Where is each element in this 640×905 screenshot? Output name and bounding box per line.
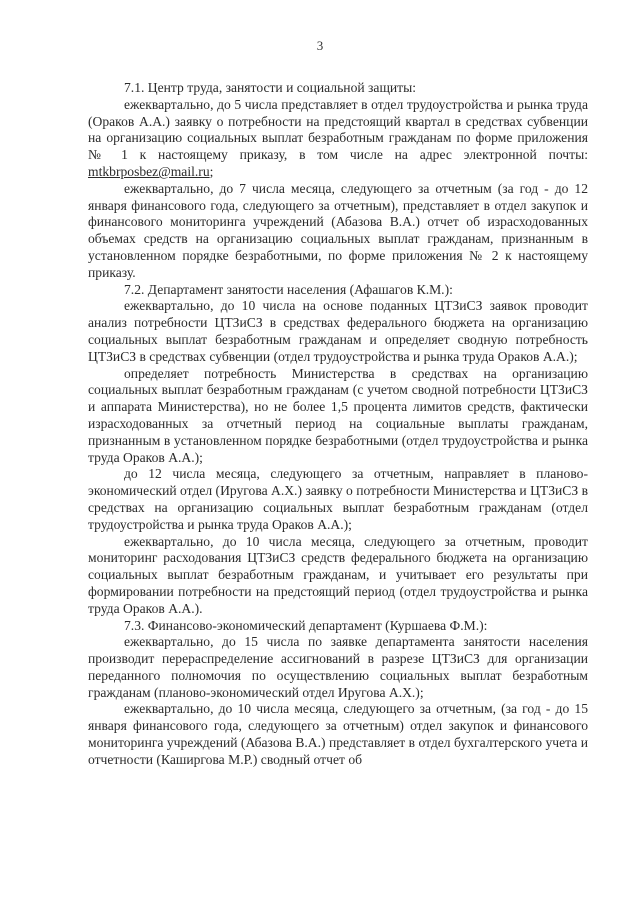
paragraph: ежеквартально, до 10 числа месяца, следующего за отчетным, (за год - до 15 января финансового года, следующего за отчетным) отдел закупок и финансового мониторинга учреждений (Абазова В.А.) представляет в отдел бухгалтерского учета и отчетности (Каширгова М.Р.) сводный отчет об [88,701,588,767]
paragraph [88,97,588,181]
paragraph: ежеквартально, до 10 числа на основе поданных ЦТЗиСЗ заявок проводит анализ потребности ЦТЗиСЗ в средствах федерального бюджета на организацию социальных выплат безработным гражданам и определяет сводную потребность ЦТЗиСЗ в средствах субвенции (отдел трудоустройства и рынка труда Ораков А.А.); [88,298,588,364]
section-heading-7-2: 7.2. Департамент занятости населения (Афашагов К.М.): [124,281,453,297]
paragraph: ежеквартально, до 7 числа месяца, следующего за отчетным (за год - до 12 января финансового года, следующего за отчетным), представляет в отдел закупок и финансового мониторинга учреждений (Абазова В.А.) отчет об израсходованных объемах средств на организацию социальных выплат гражданам, признанным в установленном порядке безработными, по форме приложения № 2 к настоящему приказу. [88,180,588,280]
document-body [88,80,588,769]
paragraph: определяет потребность Министерства в средствах на организацию социальных выплат безработным гражданам (с учетом сводной потребности ЦТЗиСЗ и аппарата Министерства), но не более 1,5 процента лимитов средств, фактически израсходованных за отчетный период на социальные выплаты гражданам, признанным в установленном порядке безработными (отдел трудоустройства и рынка труда Ораков А.А.); [88,365,588,465]
page-number: 3 [316,38,324,53]
paragraph: ежеквартально, до 15 числа по заявке департамента занятости населения производит перераспределение ассигнований в разрезе ЦТЗиСЗ для организации переданного полномочия по осуществлению социальных выплат безработным гражданам (планово-экономический отдел Иругова А.Х.); [88,634,588,700]
section-heading-7-3: 7.3. Финансово-экономический департамент (Куршаева Ф.М.): [124,617,488,633]
paragraph-text: ежеквартально, до 5 числа представляет в отдел трудоустройства и рынка труда (Ораков А.А.) заявку о потребности на предстоящий квартал в средствах субвенции на организацию социальных выплат безработным гражданам по форме приложения № 1 к настоящему приказу, в том числе на адрес электронной почты: [88,96,588,163]
section-heading-7-1: 7.1. Центр труда, занятости и социальной защиты: [124,80,417,95]
paragraph: до 12 числа месяца, следующего за отчетным, направляет в планово-экономический отдел (Иругова А.Х.) заявку о потребности Министерства и ЦТЗиСЗ в средствах на организацию социальных выплат безработным гражданам (отдел трудоустройства и рынка труда Ораков А.А.); [88,466,588,532]
paragraph: ежеквартально, до 10 числа месяца, следующего за отчетным, проводит мониторинг расходования ЦТЗиСЗ средств федерального бюджета на организацию социальных выплат безработным гражданам, и учитывает его результаты при формировании потребности на предстоящий период (отдел трудоустройства и рынка труда Ораков А.А.). [88,533,588,616]
email-link[interactable]: mtkbrposbez@mail.ru [88,163,210,179]
paragraph-text-tail: ; [209,163,214,179]
